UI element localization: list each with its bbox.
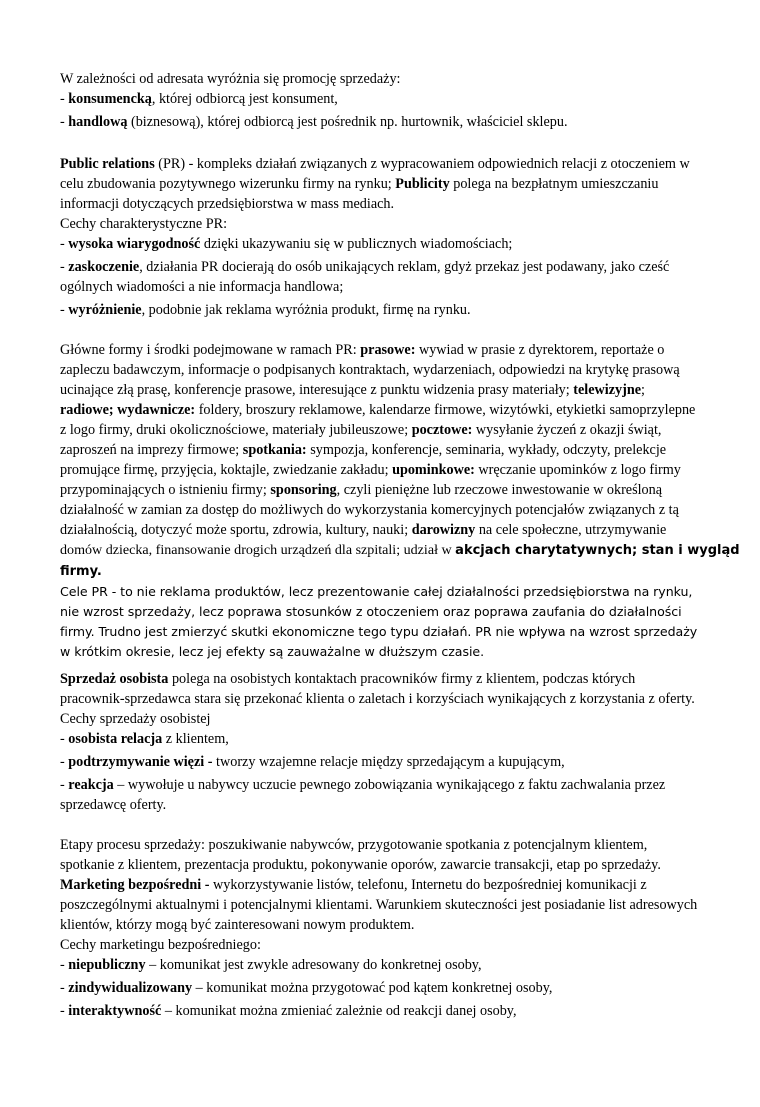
features-heading: Cechy sprzedaży osobistej <box>60 711 211 727</box>
paragraph-line: firmy. <box>60 564 102 579</box>
list-item: - zaskoczenie, działania PR docierają do osób unikających reklam, gdyż przekaz jest podawany, jako cześć <box>60 259 670 275</box>
paragraph-line: przypominających o istnieniu firmy; sponsoring, czyli pieniężne lub rzeczowe inwestowanie w określoną <box>60 482 663 498</box>
paragraph-line: Etapy procesu sprzedaży: poszukiwanie nabywców, przygotowanie spotkania z potencjalnym klientem, <box>60 837 648 853</box>
public-relations-section <box>60 154 740 320</box>
paragraph-line: W zależności od adresata wyróżnia się promocję sprzedaży: <box>60 71 401 87</box>
goals-line: firmy. Trudno jest zmierzyć skutki ekonomiczne tego typu działań. PR nie wpływa na wzrost sprzedaży <box>60 624 698 639</box>
list-item: - wyróżnienie, podobnie jak reklama wyróżnia produkt, firmę na rynku. <box>60 302 471 318</box>
list-item: - osobista relacja z klientem, <box>60 731 229 747</box>
paragraph-line: radiowe; wydawnicze: foldery, broszury reklamowe, kalendarze firmowe, wizytówki, etykietki samoprzylepne <box>60 402 696 418</box>
paragraph-line: domów dziecka, finansowanie drogich urządzeń dla szpitali; udział w akcjach charytatywnych; stan i wygląd <box>60 542 740 558</box>
goals-line: w krótkim okresie, lecz jej efekty są zauważalne w dłuższym czasie. <box>60 644 485 659</box>
features-heading: Cechy marketingu bezpośredniego: <box>60 937 261 953</box>
pr-forms-section <box>60 340 740 662</box>
paragraph-line: informacji dotyczących przedsiębiorstwa w mass mediach. <box>60 196 395 212</box>
list-item-continuation: sprzedawcę oferty. <box>60 797 167 813</box>
list-item: - konsumencką, której odbiorcą jest konsument, <box>60 91 338 107</box>
paragraph-line: Public relations (PR) - kompleks działań związanych z wypracowaniem odpowiednich relacji z otoczeniem w <box>60 156 690 172</box>
paragraph-line: zaproszeń na imprezy firmowe; spotkania: sympozja, konferencje, seminaria, wykłady, odczyty, prelekcje <box>60 442 667 458</box>
sales-process-section <box>60 835 740 1021</box>
paragraph-line: spotkanie z klientem, prezentacja produktu, pokonywanie oporów, zawarcie transakcji, etap po sprzedaży. <box>60 857 661 873</box>
paragraph-line: Sprzedaż osobista polega na osobistych kontaktach pracowników firmy z klientem, podczas których <box>60 671 636 687</box>
personal-selling-section <box>60 669 740 815</box>
paragraph-line: ucinające złą prasę, konferencje prasowe, interesujące z punktu widzenia prasy materiały; telewizyjne; <box>60 382 645 398</box>
goals-line: Cele PR - to nie reklama produktów, lecz prezentowanie całej działalności przedsiębiorstwa na rynku, <box>60 584 693 599</box>
list-item: - reakcja – wywołuje u nabywcy uczucie pewnego zobowiązania wynikającego z faktu zachwalania przez <box>60 777 666 793</box>
list-item: - wysoka wiarygodność dzięki ukazywaniu się w publicznych wiadomościach; <box>60 236 513 252</box>
paragraph-line: zapleczu badawczym, informacje o podpisanych kontraktach, wydarzeniach, odpowiedzi na krytykę prasową <box>60 362 680 378</box>
list-item: - handlową (biznesową), której odbiorcą jest pośrednik np. hurtownik, właściciel sklepu. <box>60 114 568 130</box>
list-item: - zindywidualizowany – komunikat można przygotować pod kątem konkretnej osoby, <box>60 980 553 996</box>
paragraph-line: pracownik-sprzedawca stara się przekonać klienta o zaletach i korzyściach wynikających z korzystania z oferty. <box>60 691 695 707</box>
paragraph-line: z logo firmy, druki okolicznościowe, materiały jubileuszowe; pocztowe: wysyłanie życzeń z okazji świąt, <box>60 422 662 438</box>
paragraph-line: promujące firmę, przyjęcia, koktajle, zwiedzanie zakładu; upominkowe: wręczanie upominków z logo firmy <box>60 462 681 478</box>
paragraph-line: Główne formy i środki podejmowane w ramach PR: prasowe: wywiad w prasie z dyrektorem, reportaże o <box>60 342 665 358</box>
paragraph-line: działalność w zamian za dostęp do możliwych do wykorzystania komercyjnych potencjałów związanych z tą <box>60 502 679 518</box>
list-item-continuation: ogólnych wiadomości a nie informacja handlowa; <box>60 279 344 295</box>
paragraph-line: Marketing bezpośredni - wykorzystywanie listów, telefonu, Internetu do bezpośredniej komunikacji z <box>60 877 647 893</box>
list-item: - podtrzymywanie więzi - tworzy wzajemne relacje między sprzedającym a kupującym, <box>60 754 565 770</box>
sales-promotion-section <box>60 69 740 132</box>
list-item: - niepubliczny – komunikat jest zwykle adresowany do konkretnej osoby, <box>60 957 482 973</box>
paragraph-line: celu zbudowania pozytywnego wizerunku firmy na rynku; Publicity polega na bezpłatnym umieszczaniu <box>60 176 659 192</box>
goals-line: nie wzrost sprzedaży, lecz poprawa stosunków z otoczeniem oraz poprawa zaufania do działalności <box>60 604 682 619</box>
paragraph-line: klientów, którzy mogą być zainteresowani nowym produktem. <box>60 917 415 933</box>
paragraph-line: poszczególnymi aktualnymi i potencjalnymi klientami. Warunkiem skuteczności jest posiadanie list adresowych <box>60 897 698 913</box>
features-heading: Cechy charakterystyczne PR: <box>60 216 228 232</box>
list-item: - interaktywność – komunikat można zmieniać zależnie od reakcji danej osoby, <box>60 1003 517 1019</box>
paragraph-line: działalnością, dotyczyć może sportu, zdrowia, kultury, nauki; darowizny na cele społeczne, utrzymywanie <box>60 522 667 538</box>
